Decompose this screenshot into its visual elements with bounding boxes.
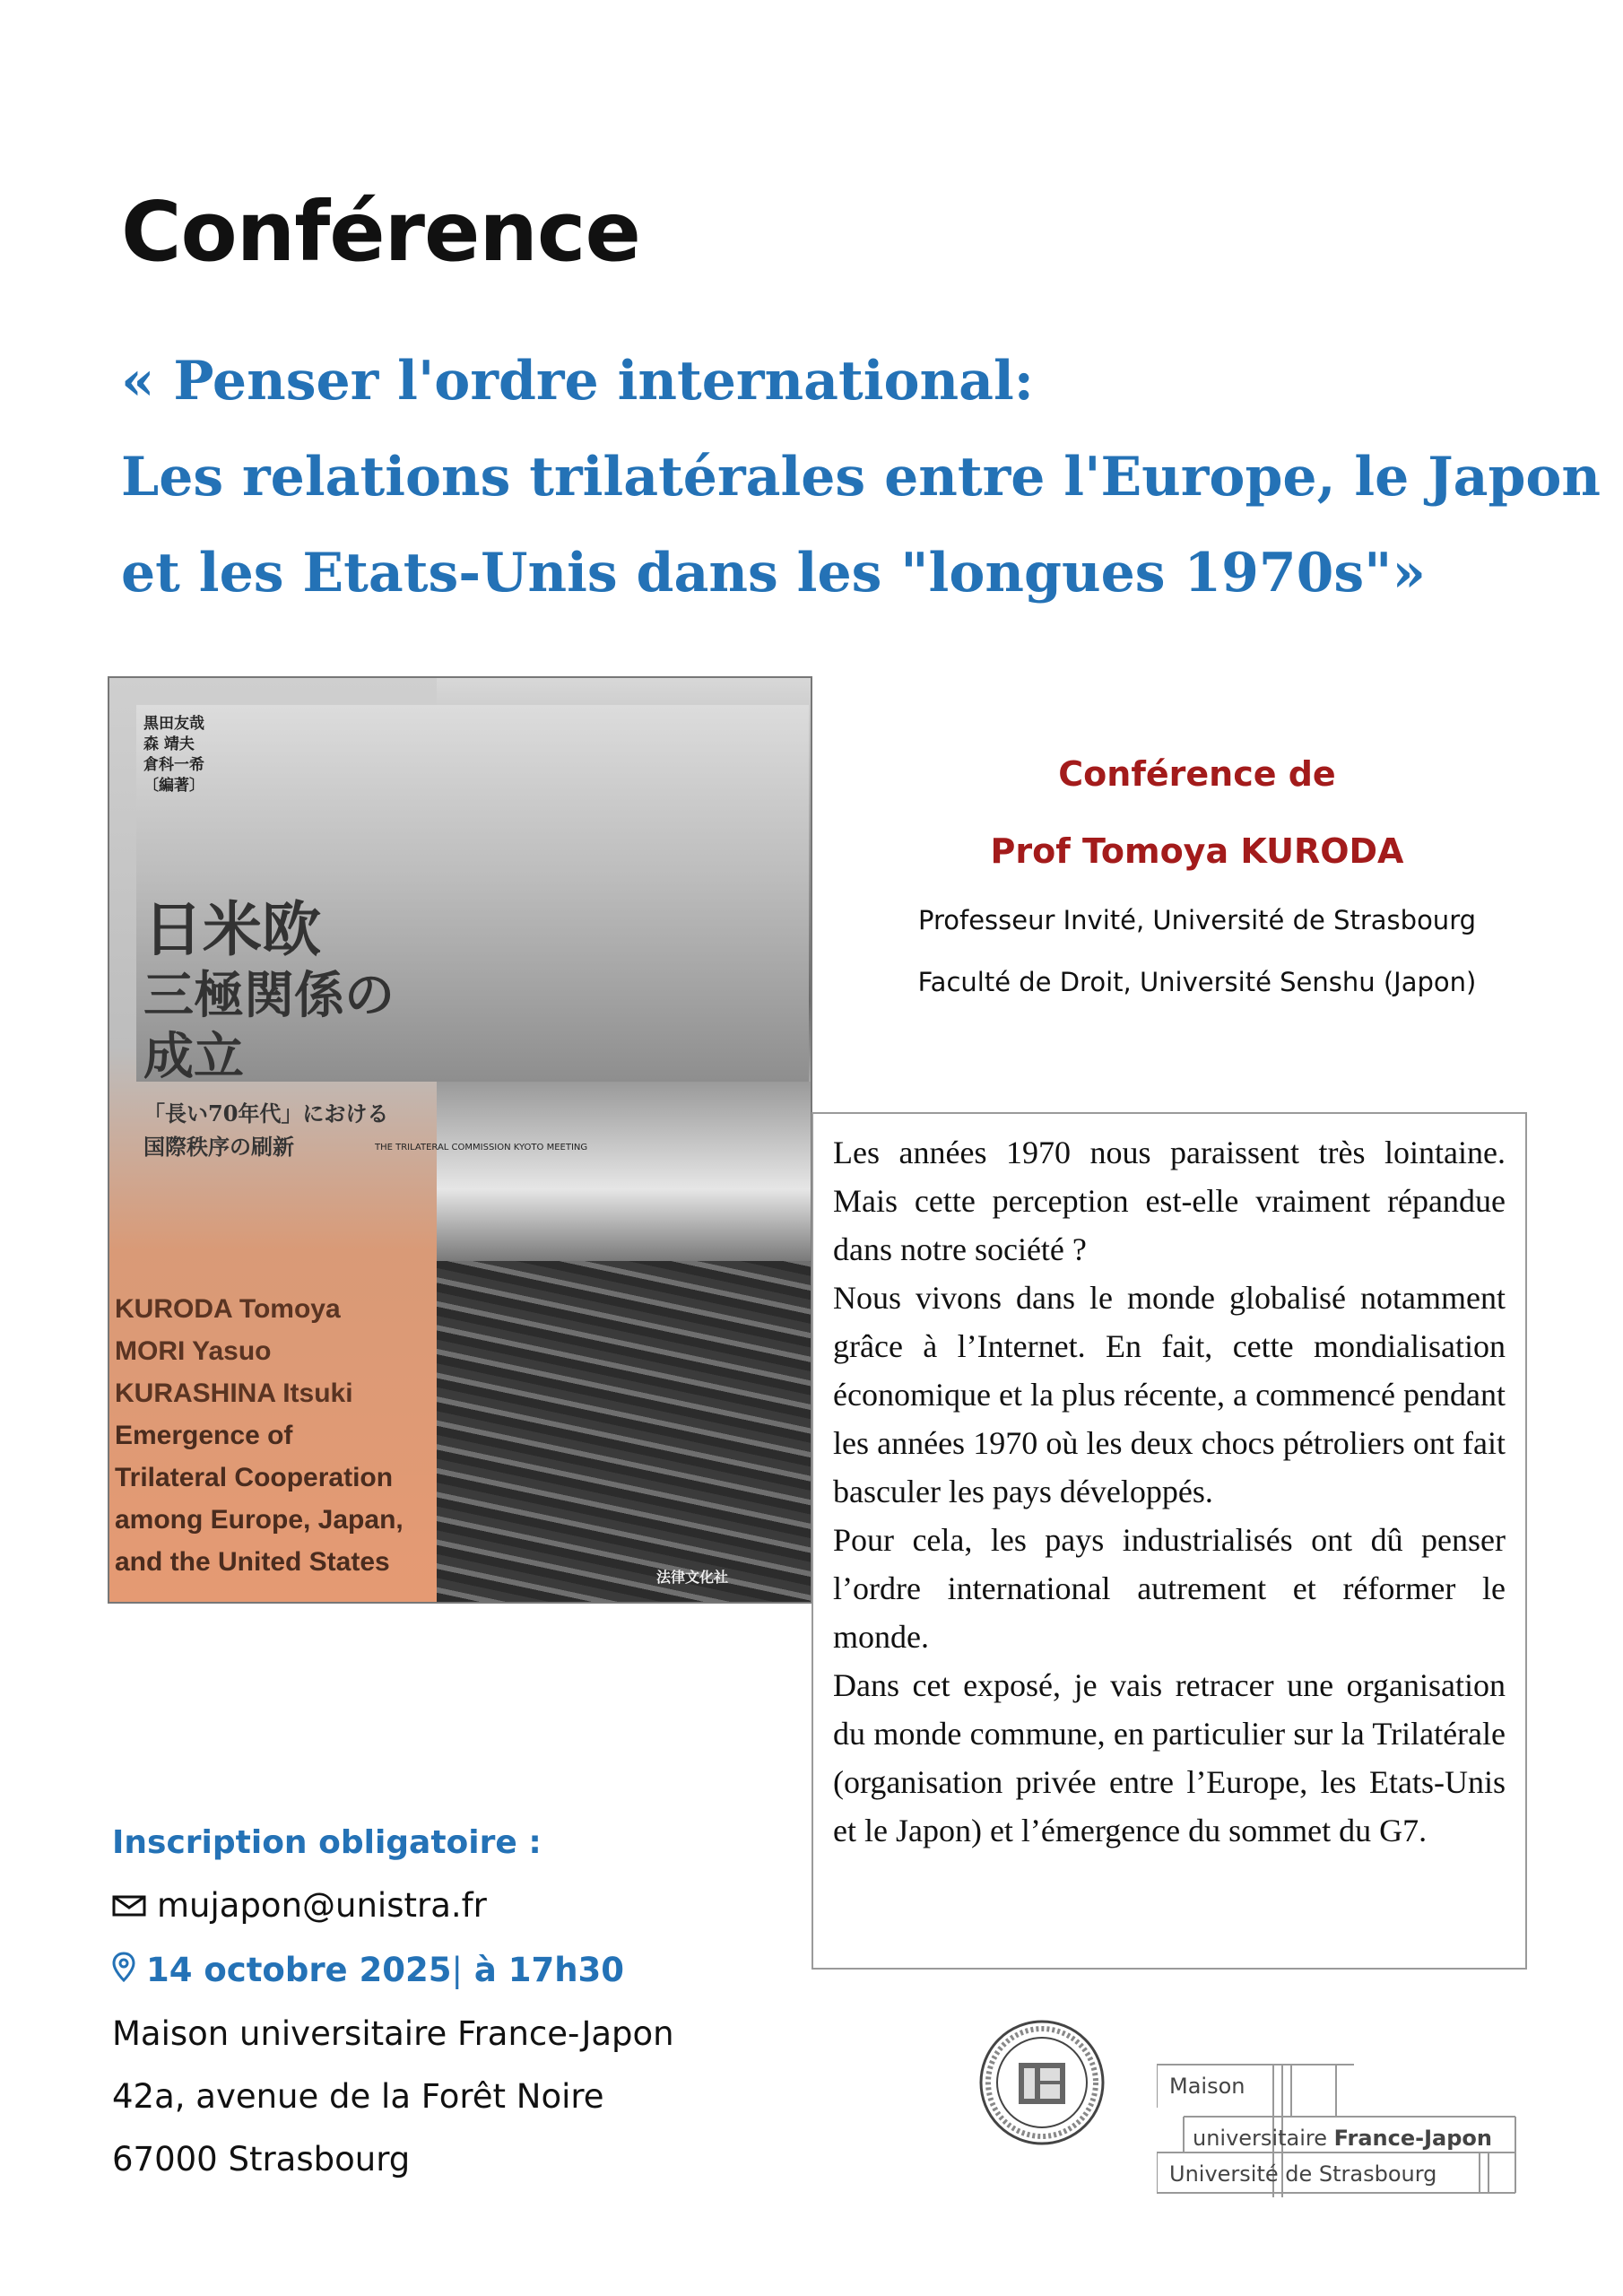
cover-meeting-banner: THE TRILATERAL COMMISSION KYOTO MEETING bbox=[375, 1143, 588, 1152]
date-separator: | bbox=[451, 1950, 463, 1989]
registration-date-row bbox=[112, 1939, 674, 2004]
speaker-affiliation-2: Faculté de Droit, Université Senshu (Japon) bbox=[917, 967, 1477, 997]
cover-subtitle-line: 国際秩序の刷新 bbox=[143, 1134, 294, 1160]
address-line-1: Maison universitaire France-Japon bbox=[112, 2014, 674, 2053]
abstract-paragraph: Dans cet exposé, je vais retracer une organisation du monde commune, en particulier sur la Trilatérale (organisation privée entre l’Europe, les Etats-Unis et le Japon) et l’émergence du sommet du G7. bbox=[833, 1667, 1506, 1848]
page-heading: Conférence bbox=[121, 184, 640, 280]
maison-france-japon-logo bbox=[1157, 2063, 1533, 2197]
cover-photo-assembly bbox=[437, 1261, 811, 1602]
logo-text-france-japon: France-Japon bbox=[1333, 2126, 1492, 2151]
abstract-paragraph: Pour cela, les pays industrialisés ont dû penser l’ordre international autrement et réformer le monde. bbox=[833, 1522, 1506, 1655]
abstract-paragraph: Nous vivons dans le monde globalisé notamment grâce à l’Internet. En fait, cette mondialisation économique et la plus récente, a commencé pendant les années 1970 où les deux chocs pétroliers ont fait basculer les pays développés. bbox=[833, 1280, 1506, 1509]
address-line-2: 42a, avenue de la Forêt Noire bbox=[112, 2077, 604, 2116]
registration-heading: Inscription obligatoire : bbox=[112, 1824, 542, 1861]
cover-title-en-line: Emergence of bbox=[115, 1421, 293, 1450]
cover-subtitle-line: 「長い70年代」における bbox=[143, 1100, 389, 1126]
cover-author: MORI Yasuo bbox=[115, 1336, 272, 1366]
abstract-box bbox=[812, 1112, 1527, 1970]
speaker-name: Prof Tomoya KURODA bbox=[990, 831, 1404, 871]
speaker-affiliation-1: Professeur Invité, Université de Strasbourg bbox=[917, 905, 1477, 935]
cover-title-ja bbox=[143, 893, 395, 1162]
cover-editors bbox=[143, 714, 204, 796]
cover-title-line: 日米欧 bbox=[143, 894, 321, 964]
logo-text-prefix: universitaire bbox=[1193, 2126, 1334, 2151]
address-line-3: 67000 Strasbourg bbox=[112, 2140, 411, 2179]
cover-author: KURASHINA Itsuki bbox=[115, 1378, 353, 1408]
mail-icon bbox=[112, 1876, 146, 1939]
cover-title-en-line: and the United States bbox=[115, 1547, 390, 1577]
registration-email-link[interactable]: mujapon@unistra.fr bbox=[157, 1886, 487, 1925]
conference-title bbox=[121, 334, 1601, 622]
event-time: à 17h30 bbox=[473, 1950, 625, 1989]
cover-title-en-line: Trilateral Cooperation bbox=[115, 1463, 394, 1492]
cover-editor: 倉科一希 bbox=[143, 756, 204, 774]
title-line-2: Les relations trilatérales entre l'Europe, le Japon bbox=[121, 446, 1601, 509]
logo-text-maison: Maison bbox=[1169, 2074, 1245, 2099]
speaker-intro: Conférence de bbox=[1058, 754, 1336, 794]
registration-block bbox=[112, 1812, 674, 2191]
title-line-1: « Penser l'ordre international: bbox=[121, 350, 1034, 413]
cover-editor: 黒田友哉 bbox=[143, 715, 204, 733]
cover-author: KURODA Tomoya bbox=[115, 1294, 341, 1324]
cover-publisher: 法律文化社 bbox=[656, 1569, 729, 1586]
cover-authors-en bbox=[115, 1288, 438, 1583]
abstract-paragraph: Les années 1970 nous paraissent très lointaine. Mais cette perception est-elle vraiment répandue dans notre société ? bbox=[833, 1135, 1506, 1267]
speaker-block bbox=[825, 735, 1569, 1013]
cover-title-en-line: among Europe, Japan, bbox=[115, 1505, 404, 1535]
title-line-3: et les Etats-Unis dans les "longues 1970s"» bbox=[121, 542, 1426, 604]
location-pin-icon bbox=[112, 1940, 135, 2003]
society-seal-logo bbox=[977, 2018, 1107, 2148]
cover-title-line: 成立 bbox=[143, 1027, 244, 1086]
logo-text-universitaire bbox=[1193, 2126, 1492, 2151]
registration-email-row bbox=[112, 1874, 674, 1939]
logo-text-universite: Université de Strasbourg bbox=[1169, 2161, 1437, 2187]
cover-editor: 森 靖夫 bbox=[143, 735, 195, 753]
cover-editor-role: 〔編著〕 bbox=[143, 777, 204, 795]
event-date: 14 octobre 2025 bbox=[146, 1950, 452, 1989]
book-cover-image bbox=[108, 676, 812, 1604]
cover-photo-hall bbox=[437, 1082, 811, 1261]
cover-title-line: 三極関係の bbox=[143, 966, 395, 1025]
